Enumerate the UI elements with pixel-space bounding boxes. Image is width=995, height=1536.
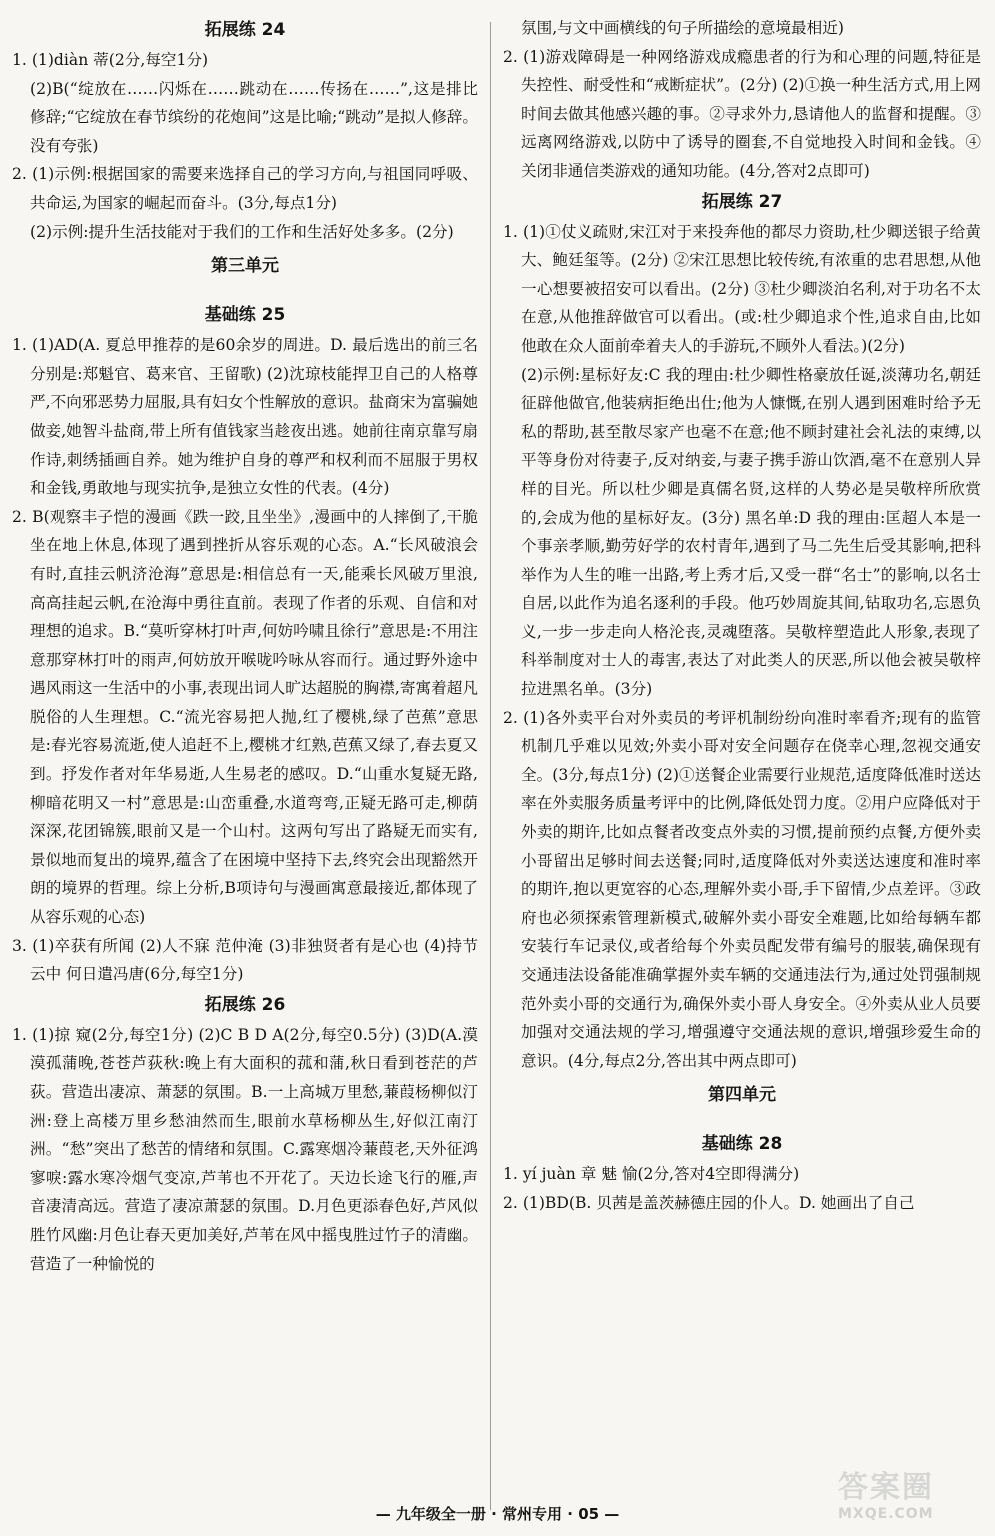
right-column bbox=[503, 14, 981, 1218]
page-footer: — 九年级全一册 · 常州专用 · 05 — bbox=[375, 1505, 620, 1523]
section-title-tuozhan-26: 拓展练 26 bbox=[204, 994, 286, 1015]
unit-title-4: 第四单元 bbox=[708, 1085, 776, 1106]
column-divider bbox=[490, 22, 491, 1510]
answer-t24-q1-1: 1. (1)diàn 蒂(2分,每空1分) bbox=[12, 51, 209, 69]
unit-title-3: 第三单元 bbox=[211, 256, 279, 277]
watermark-logo-text: 答案圈 bbox=[838, 1470, 934, 1505]
section-title-jichu-28: 基础练 28 bbox=[701, 1134, 783, 1155]
section-title-jichu-25: 基础练 25 bbox=[204, 305, 286, 326]
watermark-logo bbox=[838, 1462, 988, 1532]
answer-t27-q2: 2. (1)各外卖平台对外卖员的考评机制纷纷向准时率看齐;现有的监管机制几乎难以见效;外卖小哥对安全问题存在侥幸心理,忽视交通安全。(3分,每点1分) (2)①送餐企业需要行业规范,适度降低准时送达率在外卖服务质量考评中的比例,降低处罚力度。②用户应降低对于外卖的期许,比如点餐者改变点外卖的习惯,提前预约点餐,方便外卖小哥留出足够时间去送餐;同时,适度降低对外卖送达速度和准时率的期许,抱以更宽容的心态,理解外卖小哥,手下留情,少点差评。③政府也必须探索管理新模式,破解外卖小哥安全难题,比如给每辆车都安装行车记录仪,或者给每个外卖员配发带有编号的服装,确保现有交通违法设备能准确掌握外卖车辆的交通违法行为,通过处罚强制规范外卖小哥的交通行为,确保外卖小哥人身安全。④外卖从业人员要加强对交通法规的学习,增强遵守交通法规的意识,增强珍爱生命的意识。(4分,每点2分,答出其中两点即可) bbox=[503, 708, 981, 1070]
answer-t27-q1-1: 1. (1)①仗义疏财,宋江对于来投奔他的都尽力资助,杜少卿送银子给黄大、鲍廷玺等。(2分) ②宋江思想比较传统,有浓重的忠君思想,从他一心想要被招安可以看出。(2分) ③杜少卿淡泊名利,对于功名不太在意,从他推辞做官可以看出。(或:杜少卿追求个性,追求自由,比如他敢在众人面前牵着夫人的手游玩,不顾外人看法。)(2分) bbox=[503, 222, 981, 355]
answer-b28-q2: 2. (1)BD(B. 贝茜是盖茨赫德庄园的仆人。D. 她画出了自己 bbox=[503, 1193, 915, 1212]
answer-b28-q1: 1. yí juàn 章 魅 愉(2分,答对4空即得满分) bbox=[503, 1165, 800, 1184]
section-title-tuozhan-27: 拓展练 27 bbox=[701, 191, 783, 212]
answer-t24-q2-2: (2)示例:提升生活技能对于我们的工作和生活好处多多。(2分) bbox=[30, 222, 454, 241]
watermark-url: MXQE.COM bbox=[838, 1506, 934, 1522]
answer-t26-q1-continued: 氛围,与文中画横线的句子所描绘的意境最相近) bbox=[521, 19, 844, 37]
answer-t26-q1: 1. (1)掠 窥(2分,每空1分) (2)C B D A(2分,每空0.5分) (3)D(A.漠漠孤蒲晚,苍苍芦荻秋:晚上有大面积的菰和蒲,秋日看到苍茫的芦荻。营造出凄凉、萧瑟的氛围。B.一上高城万里愁,蒹葭杨柳似汀洲:登上高楼万里乡愁油然而生,眼前水草杨柳丛生,好似江南汀洲。“愁”突出了愁苦的情绪和氛围。C.露寒烟冷蒹葭老,天外征鸿寥唳:露水寒冷烟气变凉,芦苇也不开花了。天边长途飞行的雁,声音凄清高远。营造了凄凉萧瑟的氛围。D.月色更添春色好,芦风似胜竹风幽:月色让春天更加美好,芦苇在风中摇曳胜过竹子的清幽。营造了一种愉悦的 bbox=[12, 1025, 478, 1273]
answer-t26-q2: 2. (1)游戏障碍是一种网络游戏成瘾患者的行为和心理的问题,特征是失控性、耐受性和“戒断症状”。(2分) (2)①换一种生活方式,用上网时间去做其他感兴趣的事。②寻求外力,恳请他人的监督和提醒。③远离网络游戏,以防中了诱导的圈套,不自觉地投入时间和金钱。④关闭非通信类游戏的通知功能。(4分,答对2点即可) bbox=[503, 47, 981, 180]
answer-b25-q3: 3. (1)卒获有所闻 (2)人不寐 范仲淹 (3)非独贤者有是心也 (4)持节云中 何日遣冯唐(6分,每空1分) bbox=[12, 936, 478, 984]
answer-t24-q2-1: 2. (1)示例:根据国家的需要来选择自己的学习方向,与祖国同呼吸、共命运,为国家的崛起而奋斗。(3分,每点1分) bbox=[12, 165, 478, 212]
left-column bbox=[12, 14, 478, 1278]
section-title-tuozhan-24: 拓展练 24 bbox=[204, 20, 286, 40]
answer-t27-q1-2: (2)示例:星标好友:C 我的理由:杜少卿性格豪放任诞,淡薄功名,朝廷征辟他做官,他装病拒绝出仕;他为人慷慨,在别人遇到困难时给予无私的帮助,甚至散尽家产也毫不在意;他不顾封建社会礼法的束缚,以平等身份对待妻子,反对纳妾,与妻子携手游山饮酒,毫不在意别人异样的目光。所以杜少卿是真儒名贤,这样的人势必是吴敬梓所欣赏的,会成为他的星标好友。(3分) 黑名单:D 我的理由:匡超人本是一个事亲孝顺,勤劳好学的农村青年,遇到了马二先生后受其影响,把科举作为人生的唯一出路,考上秀才后,又受一群“名士”的影响,以名士自居,以此作为追名逐利的手段。他巧妙周旋其间,钻取功名,忘恩负义,一步一步走向人格沦丧,灵魂堕落。吴敬梓塑造此人形象,表现了科举制度对士人的毒害,表达了对此类人的厌恶,所以他会被吴敬梓拉进黑名单。(3分) bbox=[521, 365, 981, 699]
answer-t24-q1-2: (2)B(“绽放在……闪烁在……跳动在……传扬在……”,这是排比修辞;“它绽放在春节缤纷的花炮间”这是比喻;“跳动”是拟人修辞。没有夸张) bbox=[30, 79, 478, 155]
answer-b25-q2: 2. B(观察丰子恺的漫画《跌一跤,且坐坐》,漫画中的人摔倒了,干脆坐在地上休息,体现了遇到挫折从容乐观的心态。A.“长风破浪会有时,直挂云帆济沧海”意思是:相信总有一天,能乘长风破万里浪,高高挂起云帆,在沧海中勇往直前。表现了作者的乐观、自信和对理想的追求。B.“莫听穿林打叶声,何妨吟啸且徐行”意思是:不用注意那穿林打叶的雨声,何妨放开喉咙吟咏从容而行。通过野外途中遇风雨这一生活中的小事,表现出词人旷达超脱的胸襟,寄寓着超凡脱俗的人生理想。C.“流光容易把人抛,红了樱桃,绿了芭蕉”意思是:春光容易流逝,使人追赶不上,樱桃才红熟,芭蕉又绿了,春去夏又到。抒发作者对年华易逝,人生易老的感叹。D.“山重水复疑无路,柳暗花明又一村”意思是:山峦重叠,水道弯弯,正疑无路可走,柳荫深深,花团锦簇,眼前又是一个山村。这两句写出了路疑无而实有,景似地而复出的境界,蕴含了在困境中坚持下去,终究会出现豁然开朗的境界的哲理。综上分析,B项诗句与漫画寓意最接近,都体现了从容乐观的心态) bbox=[12, 507, 479, 927]
answer-b25-q1: 1. (1)AD(A. 夏总甲推荐的是60余岁的周进。D. 最后选出的前三名分别是:郑魁官、葛来官、王留歌) (2)沈琼枝能捍卫自己的人格尊严,不向邪恶势力屈服,具有妇女个性解放的意识。盐商宋为富骗她做妾,她智斗盐商,带上所有值钱家当趁夜出逃。她前往南京靠写扇作诗,刺绣插画自养。她为维护自身的尊严和权利而不屈服于男权和金钱,勇敢地与现实抗争,是独立女性的代表。(4分) bbox=[12, 336, 478, 498]
